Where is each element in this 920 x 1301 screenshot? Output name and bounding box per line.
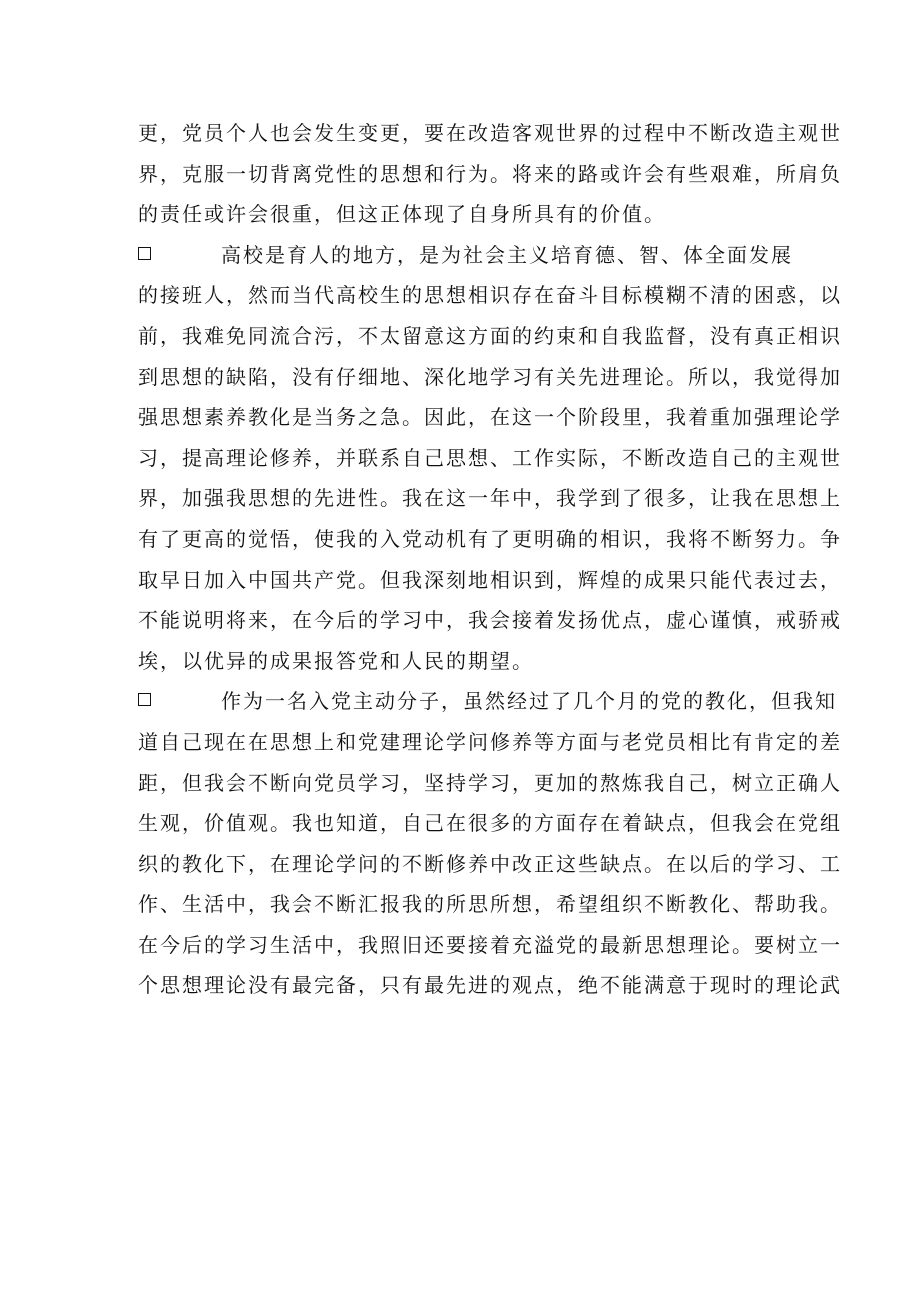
box-bullet-icon (138, 247, 151, 260)
text-line: 取早日加入中国共产党。但我深刻地相识到，辉煌的成果只能代表过去， (138, 567, 842, 592)
document-body (138, 113, 842, 1006)
text-line: 到思想的缺陷，没有仔细地、深化地学习有关先进理论。所以，我觉得加 (138, 364, 842, 389)
text-line: 的责任或许会很重，但这正体现了自身所具有的价值。 (138, 202, 666, 227)
text-line: 习，提高理论修养，并联系自己思想、工作实际，不断改造自己的主观世 (138, 445, 842, 470)
paragraph-start (138, 235, 793, 276)
paragraph-start (138, 681, 837, 722)
text-line: 作、生活中，我会不断汇报我的所思所想，希望组织不断教化、帮助我。 (138, 892, 842, 917)
text-line: 界，克服一切背离党性的思想和行为。将来的路或许会有些艰难，所肩负 (138, 161, 842, 186)
box-bullet-icon (138, 693, 151, 706)
text-line: 距，但我会不断向党员学习，坚持学习，更加的熬炼我自己，树立正确人 (138, 770, 842, 795)
text-line: 有了更高的觉悟，使我的入党动机有了更明确的相识，我将不断努力。争 (138, 526, 842, 551)
text-line: 织的教化下，在理论学问的不断修养中改正这些缺点。在以后的学习、工 (138, 851, 842, 876)
text-line: 生观，价值观。我也知道，自己在很多的方面存在着缺点，但我会在党组 (138, 811, 842, 836)
paragraph-first-line: 作为一名入党主动分子，虽然经过了几个月的党的教化，但我知 (221, 689, 837, 714)
text-line: 前，我难免同流合污，不太留意这方面的约束和自我监督，没有真正相识 (138, 323, 842, 348)
text-line: 个思想理论没有最完备，只有最先进的观点，绝不能满意于现时的理论武 (138, 973, 842, 998)
text-line: 强思想素养教化是当务之急。因此，在这一个阶段里，我着重加强理论学 (138, 405, 842, 430)
text-line: 界，加强我思想的先进性。我在这一年中，我学到了很多，让我在思想上 (138, 486, 842, 511)
text-line: 不能说明将来，在今后的学习中，我会接着发扬优点，虚心谨慎，戒骄戒 (138, 608, 842, 633)
text-line: 道自己现在在思想上和党建理论学问修养等方面与老党员相比有肯定的差 (138, 729, 842, 754)
text-line: 在今后的学习生活中，我照旧还要接着充溢党的最新思想理论。要树立一 (138, 932, 842, 957)
text-line: 更，党员个人也会发生变更，要在改造客观世界的过程中不断改造主观世 (138, 121, 842, 145)
paragraph-first-line: 高校是育人的地方，是为社会主义培育德、智、体全面发展 (221, 242, 793, 267)
text-line: 埃，以优异的成果报答党和人民的期望。 (138, 648, 534, 673)
text-line: 的接班人，然而当代高校生的思想相识存在奋斗目标模糊不清的困惑，以 (138, 283, 842, 308)
